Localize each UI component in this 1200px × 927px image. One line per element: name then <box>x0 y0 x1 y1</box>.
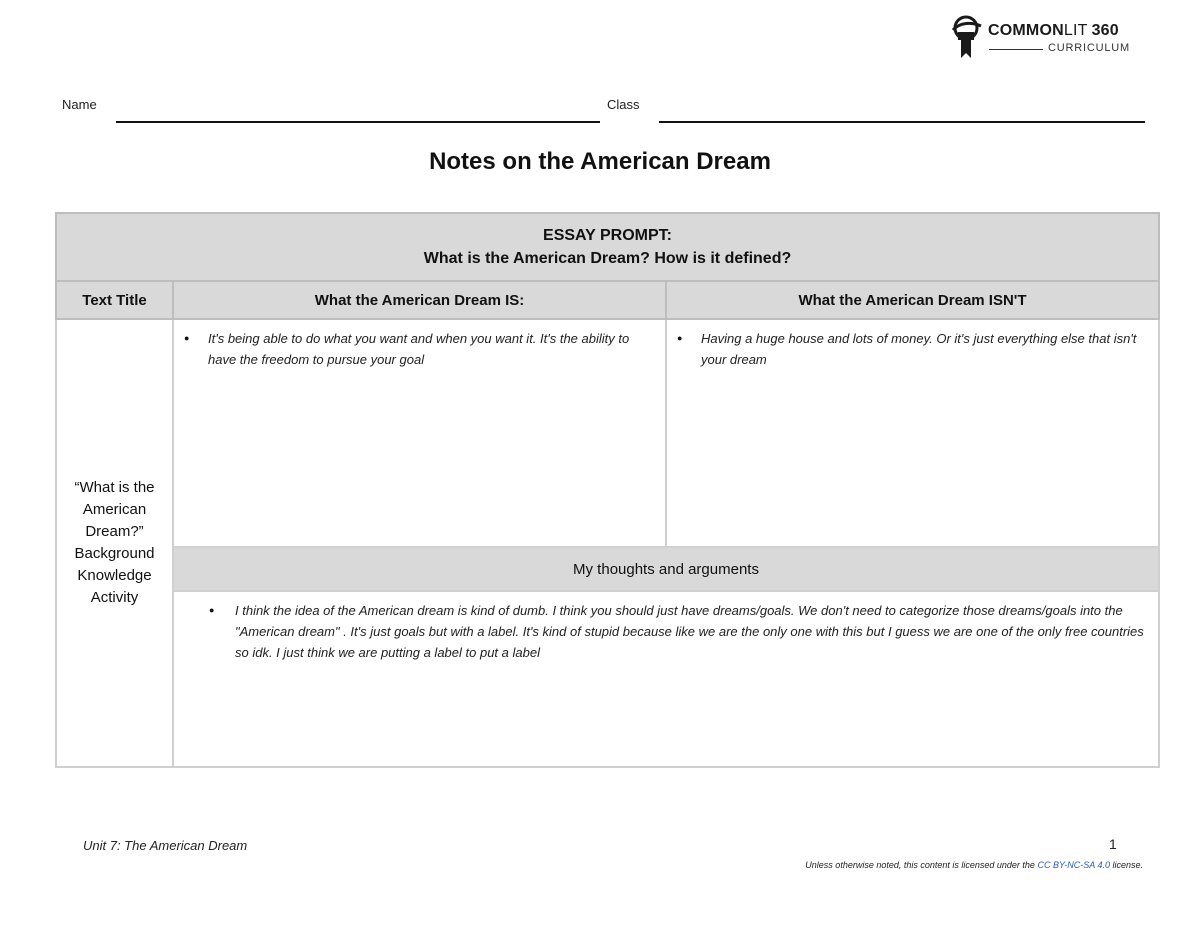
thoughts-cell[interactable] <box>173 591 1159 767</box>
dream-isnt-note: ● Having a huge house and lots of money. Or it's just everything else that isn't your dream <box>701 328 1148 370</box>
class-input-line[interactable] <box>659 121 1145 123</box>
notes-table <box>55 212 1160 768</box>
page-title: Notes on the American Dream <box>429 148 771 175</box>
dream-isnt-cell[interactable] <box>666 319 1159 547</box>
license-link[interactable]: CC BY-NC-SA 4.0 <box>1037 860 1110 870</box>
dream-is-cell[interactable] <box>173 319 666 547</box>
footer-unit-label: Unit 7: The American Dream <box>83 838 248 853</box>
dream-is-note: ● It's being able to do what you want and when you want it. It's the ability to have the freedom to pursue your goal <box>208 328 655 370</box>
class-label: Class <box>607 97 640 112</box>
brand-name: COMMONLIT 360 <box>988 22 1119 39</box>
header-dream-isnt: What the American Dream ISN'T <box>666 281 1159 319</box>
commonlit-logo <box>948 14 1148 62</box>
brand-subtitle: CURRICULUM <box>1048 42 1130 54</box>
header-row <box>56 281 1159 319</box>
essay-prompt-question: What is the American Dream? How is it defined? <box>423 250 792 267</box>
logo-divider <box>989 49 1043 50</box>
license-notice: Unless otherwise noted, this content is licensed under the CC BY-NC-SA 4.0 license. <box>805 860 1143 870</box>
name-label: Name <box>62 97 97 112</box>
notes-row <box>56 319 1159 547</box>
header-dream-is: What the American Dream IS: <box>173 281 666 319</box>
header-text-title: Text Title <box>56 281 173 319</box>
prompt-row <box>56 213 1159 281</box>
thoughts-note: ● I think the idea of the American dream is kind of dumb. I think you should just have dreams/goals. We don't need to categorize those dreams/goals into the "American dream" . It's just goals but with a label. It's kind of stupid because like we are the only one with this but I guess we are one of the only free countries so idk. I just think we are putting a label to put a label <box>235 600 1144 663</box>
thoughts-row <box>56 591 1159 767</box>
thoughts-header-row <box>56 547 1159 591</box>
commonlit-emblem-icon <box>948 14 984 60</box>
thoughts-heading: My thoughts and arguments <box>173 547 1159 591</box>
name-input-line[interactable] <box>116 121 600 123</box>
page-number: 1 <box>1109 836 1117 852</box>
essay-prompt-heading: ESSAY PROMPT: <box>543 227 672 244</box>
text-title-cell: “What is the American Dream?” Background Knowledge Activity <box>56 319 173 767</box>
essay-prompt-cell <box>56 213 1159 281</box>
